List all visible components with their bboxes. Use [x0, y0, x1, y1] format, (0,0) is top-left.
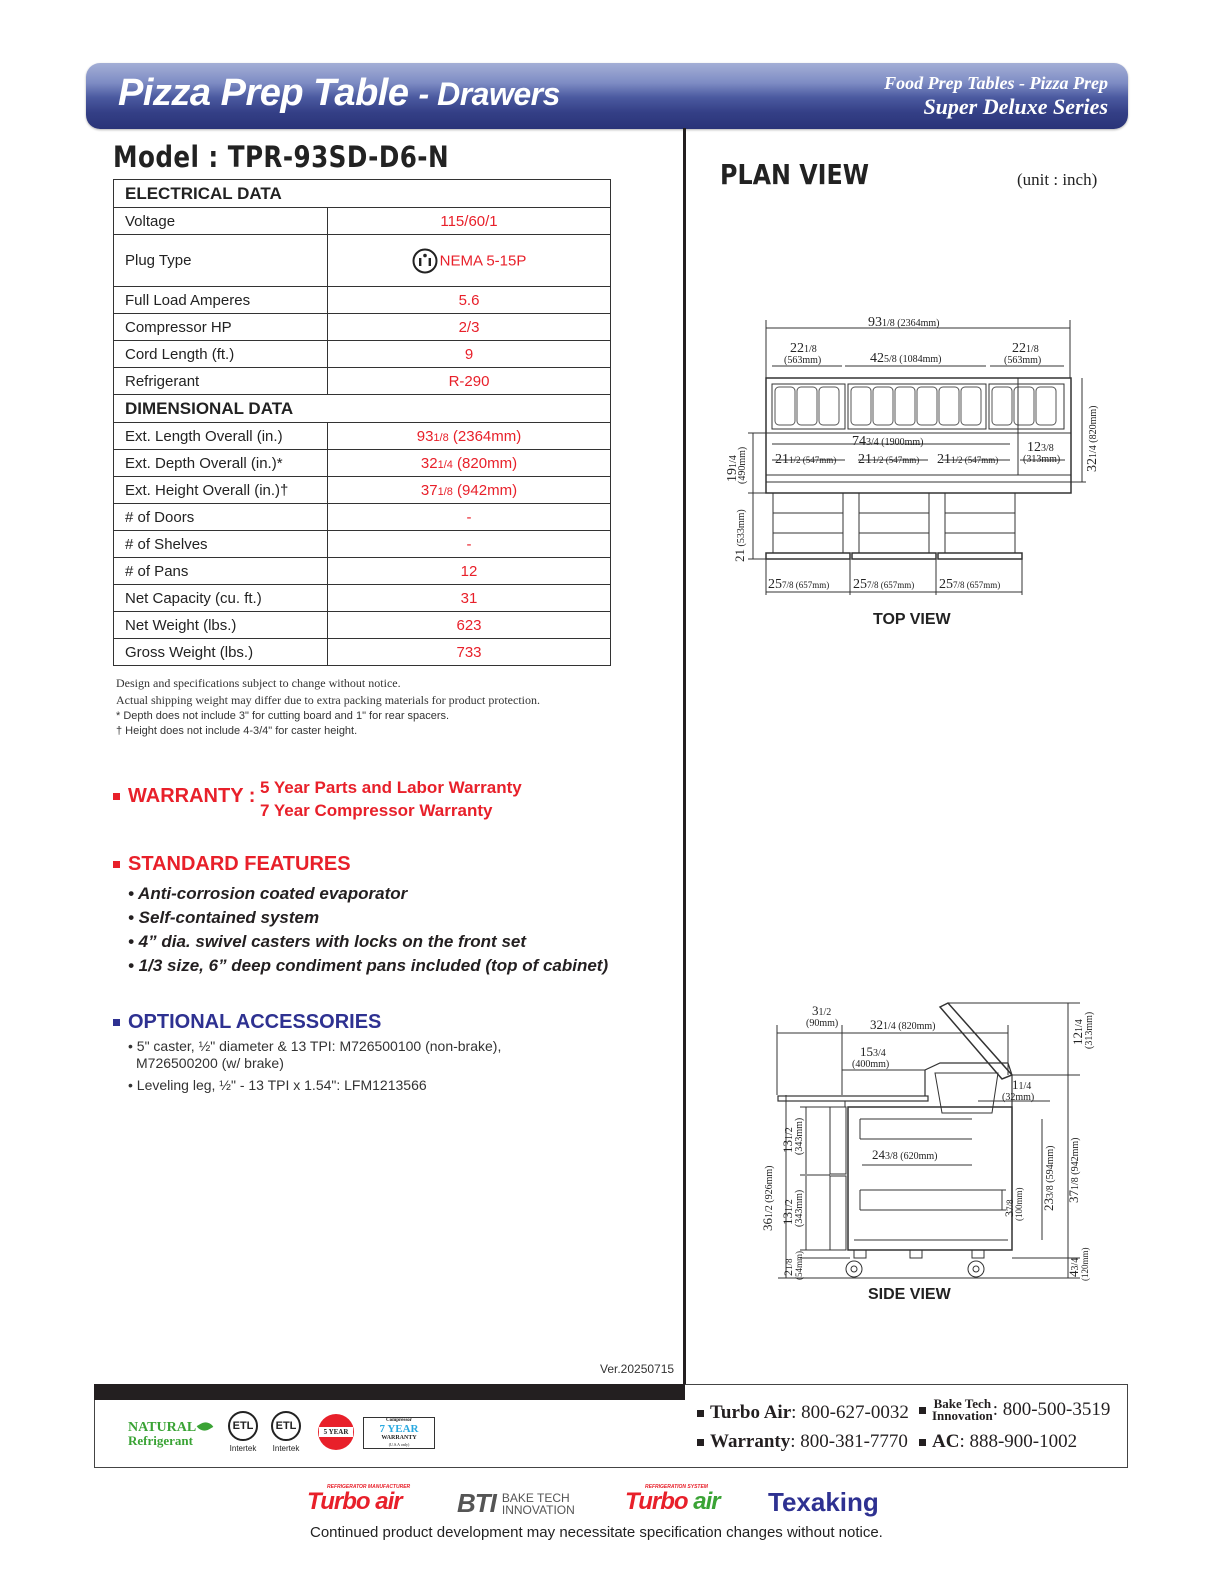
svg-text:11/4: 11/4 — [1012, 1077, 1032, 1092]
column-divider — [683, 128, 686, 1384]
accessory-item: • Leveling leg, ½" - 13 TPI x 1.54": LFM1213566 — [128, 1077, 427, 1093]
svg-text:211/2 (547mm): 211/2 (547mm) — [775, 452, 837, 467]
table-row — [114, 368, 611, 395]
svg-text:131/2: 131/2 — [780, 1127, 795, 1153]
row-label: Ext. Length Overall (in.) — [114, 423, 328, 450]
phone-turbo-air: : 800-627-0032 — [791, 1402, 909, 1423]
svg-text:221/8: 221/8 — [790, 341, 817, 356]
version-label: Ver.20250715 — [600, 1362, 675, 1376]
phone-ac: : 888-900-1002 — [959, 1431, 1078, 1452]
svg-text:(100mm): (100mm) — [1014, 1187, 1024, 1221]
svg-text:31/2: 31/2 — [812, 1003, 832, 1018]
table-row — [114, 314, 611, 341]
row-value: 5.6 — [328, 287, 611, 314]
svg-text:153/4: 153/4 — [860, 1044, 886, 1059]
footer-note: Continued product development may necessitate specification changes without notice. — [310, 1524, 883, 1541]
row-label: Net Weight (lbs.) — [114, 612, 328, 639]
svg-text:321/4 (820mm): 321/4 (820mm) — [1085, 405, 1100, 472]
svg-text:(400mm): (400mm) — [852, 1059, 890, 1070]
footnotes — [116, 709, 449, 739]
row-label: Compressor HP — [114, 314, 328, 341]
row-value: 733 — [328, 639, 611, 666]
svg-text:(32mm): (32mm) — [1002, 1092, 1035, 1103]
row-label: # of Shelves — [114, 531, 328, 558]
row-value: 115/60/1 — [328, 208, 611, 235]
table-row — [114, 235, 611, 287]
five-year-warranty-badge: 5 YEAR — [318, 1414, 354, 1450]
row-value: R-290 — [328, 368, 611, 395]
svg-text:743/4 (1900mm): 743/4 (1900mm) — [852, 434, 924, 449]
row-value: 9 — [328, 341, 611, 368]
warranty-label: WARRANTY : — [128, 785, 256, 807]
etl-mark-icon: ETL — [271, 1411, 301, 1441]
nema-plug-icon — [412, 248, 438, 274]
bullet-square-icon — [919, 1439, 926, 1446]
row-label: Gross Weight (lbs.) — [114, 639, 328, 666]
title-main: Pizza Prep Table — [118, 72, 409, 114]
row-label: # of Doors — [114, 504, 328, 531]
spec-table — [113, 179, 611, 666]
row-value: 2/3 — [328, 314, 611, 341]
turbo-air-logo: REFRIGERATOR MANUFACTURER Turbo air — [307, 1484, 411, 1515]
row-label: Ext. Depth Overall (in.)* — [114, 450, 328, 477]
row-value: - — [328, 531, 611, 558]
series-label: Super Deluxe Series — [923, 94, 1108, 119]
svg-text:37/8: 37/8 — [1002, 1199, 1016, 1217]
svg-text:191/4: 191/4 — [725, 455, 740, 482]
svg-text:(563mm): (563mm) — [784, 355, 822, 366]
side-view-label: SIDE VIEW — [868, 1286, 951, 1303]
row-value — [328, 235, 611, 287]
natural-refrigerant-logo: NATURAL Refrigerant — [128, 1421, 212, 1447]
table-row — [114, 423, 611, 450]
series-info — [884, 72, 1108, 120]
title-suffix: - Drawers — [418, 76, 560, 112]
dim-overall-length: 931/8 (2364mm) — [868, 315, 940, 330]
svg-text:371/8 (942mm): 371/8 (942mm) — [1066, 1137, 1081, 1203]
table-row — [114, 450, 611, 477]
table-row — [114, 639, 611, 666]
table-row — [114, 477, 611, 504]
row-label: Cord Length (ft.) — [114, 341, 328, 368]
warranty-compressor: 7 Year Compressor Warranty — [260, 801, 493, 820]
row-label: Plug Type — [114, 235, 328, 287]
svg-text:43/4: 43/4 — [1066, 1257, 1081, 1277]
svg-text:233/8 (594mm): 233/8 (594mm) — [1041, 1145, 1056, 1211]
bullet-square-icon — [697, 1439, 704, 1446]
svg-text:(120mm): (120mm) — [1080, 1247, 1090, 1281]
svg-text:123/8: 123/8 — [1027, 440, 1054, 455]
svg-text:257/8 (657mm): 257/8 (657mm) — [939, 577, 1001, 592]
standard-features — [113, 853, 608, 978]
top-view-label: TOP VIEW — [873, 611, 951, 628]
optional-accessories — [113, 1011, 501, 1099]
svg-text:211/2 (547mm): 211/2 (547mm) — [858, 452, 920, 467]
top-view-drawing — [720, 310, 1120, 600]
row-value: - — [328, 504, 611, 531]
plug-type-value: NEMA 5-15P — [439, 252, 527, 269]
feature-item: • Self-contained system — [128, 908, 320, 927]
row-value: 12 — [328, 558, 611, 585]
leaf-icon — [197, 1419, 214, 1434]
table-row — [114, 208, 611, 235]
svg-text:21/8: 21/8 — [781, 1258, 795, 1276]
svg-text:425/8 (1084mm): 425/8 (1084mm) — [870, 351, 942, 366]
row-value: 371/8 (942mm) — [328, 477, 611, 504]
feature-item: • 4” dia. swivel casters with locks on the front set — [128, 932, 527, 951]
bullet-square-icon — [113, 1019, 120, 1026]
row-value: 321/4 (820mm) — [328, 450, 611, 477]
spec-notes — [116, 675, 540, 709]
category-label: Food Prep Tables - Pizza Prep — [884, 73, 1108, 93]
row-label: Full Load Amperes — [114, 287, 328, 314]
svg-text:(343mm): (343mm) — [794, 1189, 805, 1227]
etl-logo: ETL Intertek — [226, 1411, 260, 1453]
turbo-air-system-logo: REFRIGERATION SYSTEM Turbo air — [625, 1484, 720, 1515]
row-value: 623 — [328, 612, 611, 639]
table-row — [114, 341, 611, 368]
svg-text:(90mm): (90mm) — [806, 1018, 839, 1029]
side-view-drawing — [750, 995, 1100, 1285]
footnote-height: † Height does not include 4-3/4" for caster height. — [116, 725, 358, 737]
svg-text:243/8 (620mm): 243/8 (620mm) — [872, 1147, 938, 1162]
warranty-parts: 5 Year Parts and Labor Warranty — [260, 778, 522, 797]
dimensional-heading: DIMENSIONAL DATA — [114, 395, 611, 423]
brand-logos — [305, 1484, 925, 1518]
table-row — [114, 558, 611, 585]
table-row — [114, 585, 611, 612]
texaking-logo: Texaking — [768, 1487, 879, 1517]
svg-text:361/2 (926mm): 361/2 (926mm) — [760, 1165, 775, 1231]
model-number: Model : TPR-93SD-D6-N — [113, 140, 450, 174]
bake-tech-logo: BTI BAKE TECH INNOVATION — [457, 1488, 575, 1518]
note-line: Actual shipping weight may differ due to extra packing materials for product protection. — [116, 693, 540, 707]
table-row — [114, 504, 611, 531]
svg-text:221/8: 221/8 — [1012, 341, 1039, 356]
bullet-square-icon — [919, 1407, 926, 1414]
bullet-square-icon — [697, 1410, 704, 1417]
svg-text:(313mm): (313mm) — [1023, 454, 1061, 465]
feature-item: • Anti-corrosion coated evaporator — [128, 884, 408, 903]
row-label: Refrigerant — [114, 368, 328, 395]
svg-text:(490mm): (490mm) — [737, 446, 748, 484]
svg-text:257/8 (657mm): 257/8 (657mm) — [768, 577, 830, 592]
svg-text:257/8 (657mm): 257/8 (657mm) — [853, 577, 915, 592]
row-label: # of Pans — [114, 558, 328, 585]
section-heading: OPTIONAL ACCESSORIES — [128, 1011, 382, 1033]
note-line: Design and specifications subject to change without notice. — [116, 676, 401, 690]
svg-text:(313mm): (313mm) — [1084, 1011, 1095, 1049]
footnote-depth: * Depth does not include 3" for cutting board and 1" for rear spacers. — [116, 710, 450, 722]
section-heading: STANDARD FEATURES — [128, 853, 351, 875]
row-label: Ext. Height Overall (in.)† — [114, 477, 328, 504]
svg-text:121/4: 121/4 — [1070, 1019, 1085, 1045]
seven-year-compressor-badge: Compressor 7 YEAR WARRANTY (U.S.A only) — [363, 1417, 435, 1449]
electrical-heading: ELECTRICAL DATA — [114, 180, 611, 208]
phone-warranty: : 800-381-7770 — [790, 1431, 908, 1452]
svg-text:131/2: 131/2 — [780, 1199, 795, 1225]
bullet-square-icon — [113, 861, 120, 868]
table-row — [114, 612, 611, 639]
unit-label: (unit : inch) — [1017, 170, 1098, 189]
etl-cus-logo: ETL Intertek — [269, 1411, 303, 1453]
table-row — [114, 531, 611, 558]
plan-view-title: PLAN VIEW — [720, 158, 870, 191]
row-value: 31 — [328, 585, 611, 612]
page-title — [118, 72, 560, 115]
row-label: Voltage — [114, 208, 328, 235]
phone-bake-tech: : 800-500-3519 — [992, 1399, 1111, 1420]
etl-mark-icon: ETL — [228, 1411, 258, 1441]
svg-text:(563mm): (563mm) — [1004, 355, 1042, 366]
svg-text:211/2 (547mm): 211/2 (547mm) — [937, 452, 999, 467]
row-label: Net Capacity (cu. ft.) — [114, 585, 328, 612]
bullet-square-icon — [113, 793, 120, 800]
row-value: 931/8 (2364mm) — [328, 423, 611, 450]
table-row — [114, 287, 611, 314]
svg-text:(54mm): (54mm) — [794, 1251, 804, 1280]
accessory-item: • 5" caster, ½" diameter & 13 TPI: M726500100 (non-brake), M726500200 (w/ brake) — [128, 1038, 502, 1071]
feature-item: • 1/3 size, 6” deep condiment pans included (top of cabinet) — [128, 956, 609, 975]
svg-text:(343mm): (343mm) — [794, 1117, 805, 1155]
footer-black-bar — [94, 1384, 685, 1400]
svg-text:21 (533mm): 21 (533mm) — [732, 509, 747, 562]
svg-text:321/4 (820mm): 321/4 (820mm) — [870, 1017, 936, 1032]
